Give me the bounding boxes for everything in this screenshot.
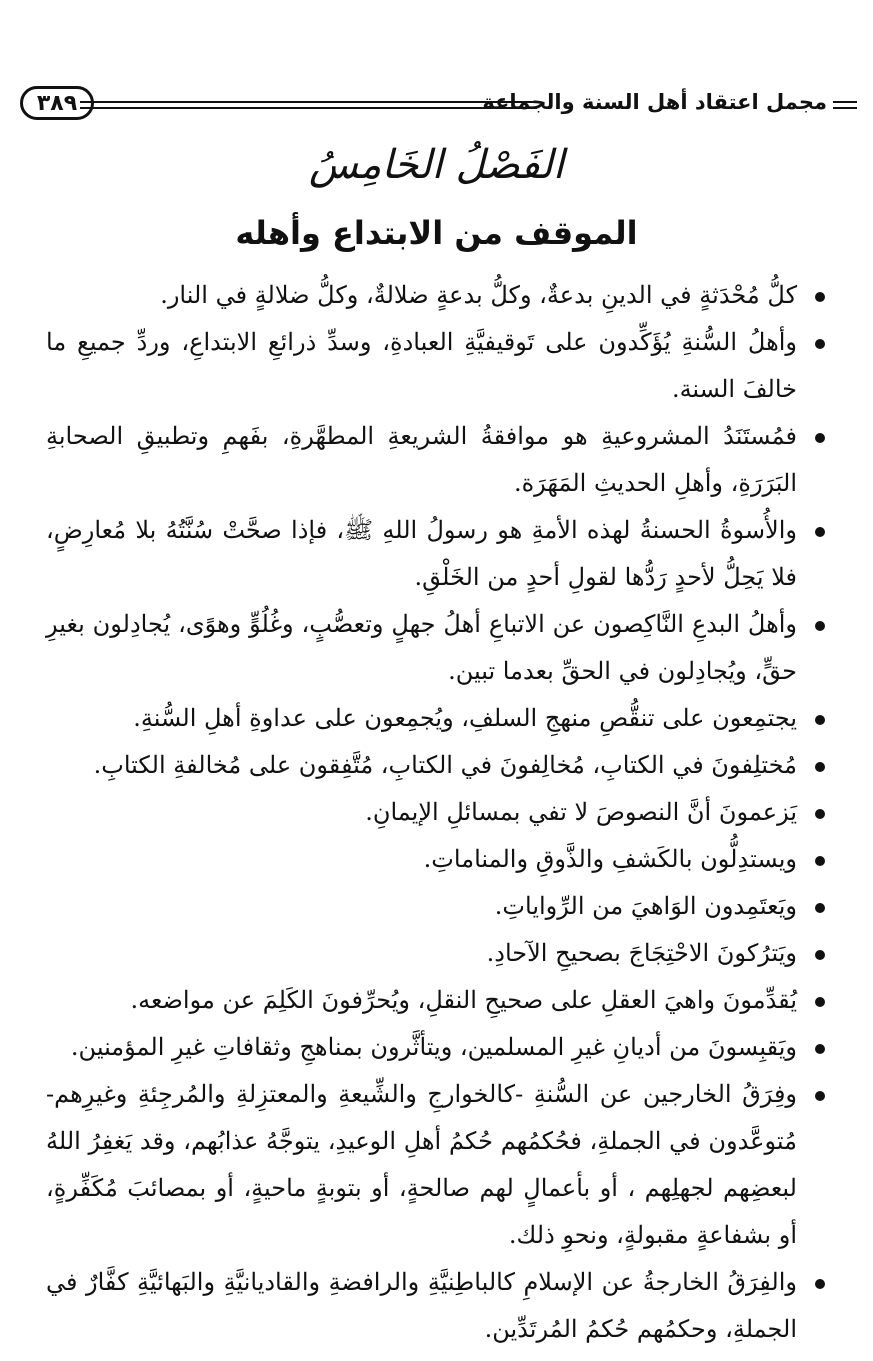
section-title: الموقف من الابتداع وأهله	[235, 214, 638, 252]
list-item: ويَعتَمِدون الوَاهيَ من الرِّواياتِ.	[46, 883, 827, 930]
header-rule-top	[80, 101, 537, 103]
list-item: ويستدِلُّون بالكَشفِ والذَّوقِ والمناماتِ.	[46, 836, 827, 883]
page-number: ٣٨٩	[20, 86, 94, 120]
list-item: يُقدِّمونَ واهيَ العقلِ على صحيحِ النقلِ، ويُحرِّفونَ الكَلِمَ عن مواضعه.	[46, 977, 827, 1024]
list-item: وفِرَقُ الخارجين عن السُّنةِ -كالخوارجِ والشِّيعةِ والمعتزِلةِ والمُرجِئةِ وغيرِهم- مُتوعَّدون في الجملةِ، فحُكمُهم حُكمُ أهلِ الوعيدِ، يتوجَّهُ عذابُهم، وقد يَغفِرُ اللهُ لبعضِهم لجهلِهم ، أو بأعمالٍ لهم صالحةٍ، أو بتوبةٍ ماحيةٍ، أو بمصائبَ مُكَفِّرةٍ، أو بشفاعةٍ مقبولةٍ، ونحوِ ذلك.	[46, 1071, 827, 1259]
list-item: وأهلُ البدعِ النَّاكِصون عن الاتباعِ أهلُ جهلٍ وتعصُّبٍ، وغُلُوٍّ وهوًى، يُجادِلون بغيرِ حقٍّ، ويُجادِلون في الحقِّ بعدما تبين.	[46, 601, 827, 695]
list-item: والفِرَقُ الخارجةُ عن الإسلامِ كالباطِنيَّةِ والرافضةِ والقاديانيَّةِ والبَهائيَّةِ كفَّارٌ في الجملةِ، وحكمُهم حُكمُ المُرتَدِّين.	[46, 1259, 827, 1353]
list-item: ويَترُكونَ الاحْتِجَاجَ بصحيحِ الآحادِ.	[46, 930, 827, 977]
list-item: والأُسوةُ الحسنةُ لهذه الأمةِ هو رسولُ اللهِ ﷺ، فإذا صحَّتْ سُنَّتُهُ بلا مُعارِضٍ، فلا يَحِلُّ لأحدٍ رَدُّها لقولِ أحدٍ من الخَلْقِ.	[46, 507, 827, 601]
list-item: فمُستَنَدُ المشروعيةِ هو موافقةُ الشريعةِ المطهَّرةِ، بفَهمِ وتطبيقِ الصحابةِ البَرَرَةِ، وأهلِ الحديثِ المَهَرَة.	[46, 413, 827, 507]
list-item: كلُّ مُحْدَثةٍ في الدينِ بدعةٌ، وكلُّ بدعةٍ ضلالةٌ، وكلُّ ضلالةٍ في النار.	[46, 272, 827, 319]
list-item: وأهلُ السُّنةِ يُؤَكِّدون على تَوقيفيَّةِ العبادةِ، وسدِّ ذرائعِ الابتداعِ، وردِّ جميعِ ما خالفَ السنة.	[46, 319, 827, 413]
header-dash-top	[833, 101, 857, 103]
list-item: مُختلِفونَ في الكتابِ، مُخالِفونَ في الكتابِ، مُتَّفِقون على مُخالفةِ الكتابِ.	[46, 742, 827, 789]
list-item: يجتمِعون على تنقُّصِ منهجِ السلفِ، ويُجمِعون على عداوةِ أهلِ السُّنةِ.	[46, 695, 827, 742]
header-dash-bottom	[833, 107, 857, 109]
list-item: ويَقبِسونَ من أديانِ غيرِ المسلمين، ويتأثَّرون بمناهجِ وثقافاتِ غيرِ المؤمنين.	[46, 1024, 827, 1071]
list-item: يَزعمونَ أنَّ النصوصَ لا تفي بمسائلِ الإيمانِ.	[46, 789, 827, 836]
bullet-list	[46, 272, 827, 1353]
header-title: مجمل اعتقاد أهل السنة والجماعة	[482, 90, 827, 114]
chapter-title: الفَصْلُ الخَامِسُ	[309, 142, 564, 188]
running-header	[20, 86, 827, 126]
header-rule-bottom	[80, 107, 537, 109]
